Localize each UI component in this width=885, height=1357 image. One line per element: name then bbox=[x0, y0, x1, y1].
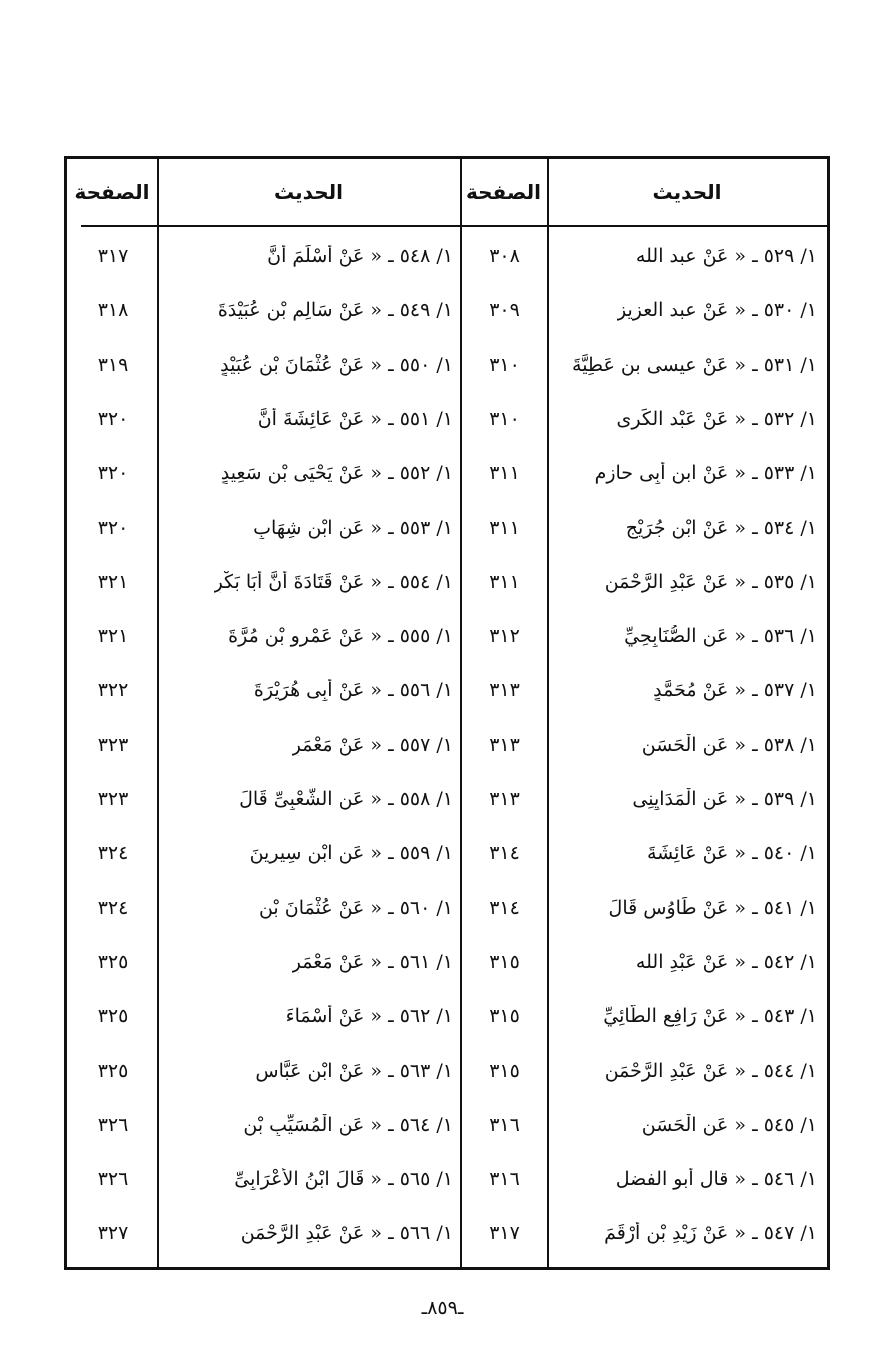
page-ref bbox=[462, 555, 547, 609]
page-ref bbox=[69, 989, 157, 1043]
hadith-text: ١/ ٥٥٠ ـ « عَنْ عُثْمَانَ بْنِ عُبَيْدٍ bbox=[220, 353, 453, 376]
hadith-text: ١/ ٥٤١ ـ « عَنْ طَاوُسٍ قَالَ bbox=[608, 896, 817, 919]
hadith-entry bbox=[163, 663, 453, 717]
hadith-entry bbox=[163, 1098, 453, 1152]
page-ref bbox=[462, 772, 547, 826]
page-ref-number: ٣١٧ bbox=[97, 245, 129, 267]
hadith-entry bbox=[555, 772, 817, 826]
hadith-text: ١/ ٥٣٤ ـ « عَنْ ابْنِ جُرَيْجٍ bbox=[625, 516, 817, 539]
header-hadith-right: الحديث bbox=[652, 180, 722, 204]
hadith-entry bbox=[555, 1098, 817, 1152]
hadith-entry bbox=[163, 826, 453, 880]
hadith-text: ١/ ٥٤٩ ـ « عَنْ سَالِمِ بْنِ عُبَيْدَةَ bbox=[217, 299, 453, 322]
column-divider bbox=[157, 159, 159, 1267]
page-ref-number: ٣١٤ bbox=[489, 842, 520, 865]
hadith-text: ١/ ٥٤٢ ـ « عَنْ عَبْدِ الله bbox=[635, 950, 817, 973]
page-ref-number: ٣١٩ bbox=[97, 353, 129, 376]
hadith-text: ١/ ٥٣١ ـ « عَنْ عيسى بن عَطِيَّةَ bbox=[572, 353, 817, 376]
hadith-text: ١/ ٥٦٦ ـ « عَنْ عَبْدِ الرَّحْمَنِ bbox=[240, 1222, 453, 1245]
page-ref bbox=[69, 501, 157, 555]
hadith-text: ١/ ٥٥٩ ـ « عَنِ ابْنِ سِيرِينَ bbox=[249, 842, 453, 865]
hadith-text: ١/ ٥٤٦ ـ « قال أبو الفضل bbox=[615, 1168, 817, 1191]
hadith-entry bbox=[163, 1206, 453, 1260]
page-ref bbox=[462, 338, 547, 392]
page-ref bbox=[69, 935, 157, 989]
hadith-index-table bbox=[64, 156, 830, 1270]
page-ref bbox=[69, 446, 157, 500]
page-ref bbox=[462, 501, 547, 555]
page-ref-number: ٣٢١ bbox=[97, 625, 129, 648]
hadith-text: ١/ ٥٣٧ ـ « عَنْ مُحَمَّدٍ bbox=[653, 679, 817, 702]
hadith-entry bbox=[555, 609, 817, 663]
header-hadith-left: الحديث bbox=[274, 180, 344, 204]
hadith-entry bbox=[555, 718, 817, 772]
page-ref bbox=[462, 881, 547, 935]
page-ref-number: ٣١٦ bbox=[489, 1113, 520, 1136]
page-ref bbox=[462, 1044, 547, 1098]
page-ref bbox=[69, 772, 157, 826]
page-ref-number: ٣٢٥ bbox=[97, 950, 129, 973]
page-ref-number: ٣٢٠ bbox=[97, 516, 129, 539]
page-number: ـ٨٥٩ـ bbox=[421, 1297, 464, 1319]
page-ref bbox=[69, 392, 157, 446]
hadith-entry bbox=[163, 229, 453, 283]
hadith-entry bbox=[555, 392, 817, 446]
page-ref bbox=[69, 663, 157, 717]
hadith-text: ١/ ٥٥١ ـ « عَنْ عَائِشَةَ أَنَّ bbox=[257, 407, 453, 430]
page-ref-number: ٣٢٢ bbox=[97, 679, 129, 702]
page-ref-number: ٣٢٠ bbox=[97, 407, 129, 430]
hadith-text: ١/ ٥٥٧ ـ « عَنْ مَعْمَرٍ bbox=[291, 733, 453, 756]
hadith-text: ١/ ٥٦٢ ـ « عَنْ أَسْمَاءَ bbox=[285, 1005, 453, 1028]
page-ref-number: ٣١٢ bbox=[489, 625, 520, 648]
hadith-text: ١/ ٥٥٥ ـ « عَنْ عَمْرِو بْنِ مُرَّةَ bbox=[228, 625, 453, 648]
hadith-entry bbox=[555, 283, 817, 337]
hadith-text: ١/ ٥٣٨ ـ « عَنِ الْحَسَنِ bbox=[641, 733, 817, 756]
page-ref bbox=[462, 1152, 547, 1206]
hadith-entry bbox=[163, 338, 453, 392]
hadith-entry bbox=[555, 989, 817, 1043]
page-ref-number: ٣١٦ bbox=[489, 1168, 520, 1191]
hadith-entry bbox=[163, 283, 453, 337]
hadith-text: ١/ ٥٤٥ ـ « عَنِ الْحَسَنِ bbox=[641, 1113, 817, 1136]
hadith-text: ١/ ٥٥٨ ـ « عَنِ الشَّعْبِىِّ قَالَ bbox=[239, 788, 453, 810]
hadith-entry bbox=[163, 989, 453, 1043]
page-ref bbox=[69, 1206, 157, 1260]
page-ref bbox=[462, 392, 547, 446]
hadith-entry bbox=[555, 1206, 817, 1260]
page-ref bbox=[69, 338, 157, 392]
page-ref-number: ٣١٥ bbox=[489, 950, 520, 973]
page-ref-number: ٣١٥ bbox=[489, 1005, 520, 1028]
page-ref bbox=[462, 229, 547, 283]
page-ref bbox=[69, 826, 157, 880]
hadith-entry bbox=[555, 935, 817, 989]
hadith-entry bbox=[163, 446, 453, 500]
hadith-entry bbox=[555, 663, 817, 717]
page-ref-number: ٣٠٩ bbox=[489, 299, 520, 322]
page-ref-number: ٣٢٣ bbox=[97, 788, 129, 810]
page-ref-number: ٣٢٥ bbox=[97, 1005, 129, 1028]
hadith-text: ١/ ٥٥٢ ـ « عَنْ يَحْيَى بْنِ سَعِيدٍ bbox=[220, 462, 453, 485]
column-divider bbox=[547, 159, 549, 1267]
hadith-entry bbox=[163, 772, 453, 826]
page-ref-number: ٣١٠ bbox=[489, 407, 520, 430]
hadith-text: ١/ ٥٤٣ ـ « عَنْ رَافِعٍ الطَّائِيِّ bbox=[603, 1005, 817, 1028]
page-ref bbox=[462, 609, 547, 663]
page-ref-number: ٣٢٦ bbox=[97, 1113, 129, 1136]
hadith-text: ١/ ٥٥٦ ـ « عَنْ أَبِى هُرَيْرَةَ bbox=[253, 679, 453, 702]
page-ref-number: ٣١٣ bbox=[489, 733, 520, 756]
page-ref-number: ٣١٨ bbox=[97, 299, 129, 322]
hadith-entry bbox=[555, 229, 817, 283]
page-ref-number: ٣١٧ bbox=[489, 1222, 520, 1245]
hadith-text: ١/ ٥٦٤ ـ « عَنِ الْمُسَيِّبِ بْنِ bbox=[243, 1113, 453, 1136]
hadith-text: ١/ ٥٦٠ ـ « عَنْ عُثْمَانَ بْنِ bbox=[258, 896, 453, 919]
hadith-entry bbox=[163, 609, 453, 663]
hadith-entry bbox=[555, 1044, 817, 1098]
hadith-entry bbox=[163, 392, 453, 446]
hadith-entry bbox=[163, 718, 453, 772]
page-ref bbox=[69, 718, 157, 772]
header-page-left: الصفحة bbox=[74, 180, 150, 204]
page-ref bbox=[462, 989, 547, 1043]
page-ref-number: ٣١١ bbox=[489, 570, 520, 593]
page-ref-number: ٣١١ bbox=[489, 516, 520, 539]
page-ref bbox=[462, 1098, 547, 1152]
hadith-text: ١/ ٥٢٩ ـ « عَنْ عبد الله bbox=[635, 245, 817, 267]
hadith-text: ١/ ٥٣٢ ـ « عَنْ عَبْد الكَرى bbox=[616, 407, 817, 430]
page-ref-number: ٣١٣ bbox=[489, 788, 520, 810]
hadith-entry bbox=[555, 881, 817, 935]
page-ref-number: ٣١١ bbox=[489, 462, 520, 485]
hadith-entry bbox=[555, 446, 817, 500]
hadith-text: ١/ ٥٥٣ ـ « عَنِ ابْنِ شِهَابٍ bbox=[253, 516, 453, 539]
hadith-entry bbox=[555, 338, 817, 392]
page-ref-number: ٣٢٠ bbox=[97, 462, 129, 485]
hadith-text: ١/ ٥٤٧ ـ « عَنْ زَيْدِ بْنِ أَرْقَمَ bbox=[604, 1222, 817, 1245]
hadith-entry bbox=[555, 555, 817, 609]
page-ref bbox=[462, 935, 547, 989]
page-ref bbox=[69, 555, 157, 609]
page-ref bbox=[69, 881, 157, 935]
hadith-entry bbox=[163, 935, 453, 989]
page-ref-number: ٣١٠ bbox=[489, 353, 520, 376]
hadith-entry bbox=[163, 501, 453, 555]
page-ref-number: ٣١٤ bbox=[489, 896, 520, 919]
hadith-text: ١/ ٥٦١ ـ « عَنْ مَعْمَرٍ bbox=[291, 950, 453, 973]
page-ref bbox=[462, 283, 547, 337]
page-ref bbox=[462, 826, 547, 880]
page-ref-number: ٣٢٥ bbox=[97, 1059, 129, 1082]
page-ref-number: ٣٢٤ bbox=[97, 842, 129, 865]
header-divider bbox=[81, 225, 827, 227]
hadith-text: ١/ ٥٥٤ ـ « عَنْ قَتَادَةَ أَنَّ أَبَا بَكْرٍ bbox=[213, 570, 453, 593]
hadith-text: ١/ ٥٣٣ ـ « عَنْ ابن أَبِى حازِمٍ bbox=[594, 462, 817, 485]
page-ref bbox=[69, 1152, 157, 1206]
hadith-entry bbox=[555, 1152, 817, 1206]
hadith-text: ١/ ٥٣٩ ـ « عَنِ الْمَدَايِنِى bbox=[632, 788, 817, 810]
page-ref bbox=[462, 1206, 547, 1260]
hadith-entry bbox=[163, 881, 453, 935]
page-ref bbox=[69, 229, 157, 283]
hadith-entry bbox=[555, 826, 817, 880]
hadith-entry bbox=[163, 1044, 453, 1098]
page-ref bbox=[462, 663, 547, 717]
hadith-text: ١/ ٥٤٤ ـ « عَنْ عَبْدِ الرَّحْمَنِ bbox=[604, 1059, 817, 1082]
page-ref-number: ٣٠٨ bbox=[489, 245, 520, 267]
hadith-text: ١/ ٥٣٥ ـ « عَنْ عَبْدِ الرَّحْمَنِ bbox=[604, 570, 817, 593]
hadith-text: ١/ ٥٣٦ ـ « عَنِ الصُّنَابِحِيِّ bbox=[624, 625, 817, 648]
hadith-entry bbox=[163, 1152, 453, 1206]
page-ref-number: ٣٢٣ bbox=[97, 733, 129, 756]
hadith-text: ١/ ٥٦٣ ـ « عَنْ ابْنِ عَبَّاسٍ bbox=[255, 1059, 453, 1082]
header-page-right: الصفحة bbox=[466, 180, 542, 204]
page-ref bbox=[69, 609, 157, 663]
page-ref-number: ٣٢٤ bbox=[97, 896, 129, 919]
page-ref-number: ٣٢٦ bbox=[97, 1168, 129, 1191]
page-ref bbox=[69, 1098, 157, 1152]
hadith-entry bbox=[555, 501, 817, 555]
page-ref bbox=[462, 446, 547, 500]
page-ref bbox=[69, 1044, 157, 1098]
hadith-text: ١/ ٥٦٥ ـ « قَالَ ابْنُ الأَعْرَابِىِّ bbox=[234, 1168, 453, 1191]
page-ref bbox=[69, 283, 157, 337]
page-ref bbox=[462, 718, 547, 772]
hadith-text: ١/ ٥٣٠ ـ « عَنْ عبد العزيز bbox=[616, 299, 817, 322]
page-ref-number: ٣١٣ bbox=[489, 679, 520, 702]
hadith-text: ١/ ٥٤٠ ـ « عَنْ عَائِشَةَ bbox=[647, 842, 817, 865]
page-ref-number: ٣١٥ bbox=[489, 1059, 520, 1082]
hadith-entry bbox=[163, 555, 453, 609]
page-ref-number: ٣٢١ bbox=[97, 570, 129, 593]
page-ref-number: ٣٢٧ bbox=[97, 1222, 129, 1245]
hadith-text: ١/ ٥٤٨ ـ « عَنْ أَسْلَمَ أَنَّ bbox=[267, 245, 453, 267]
